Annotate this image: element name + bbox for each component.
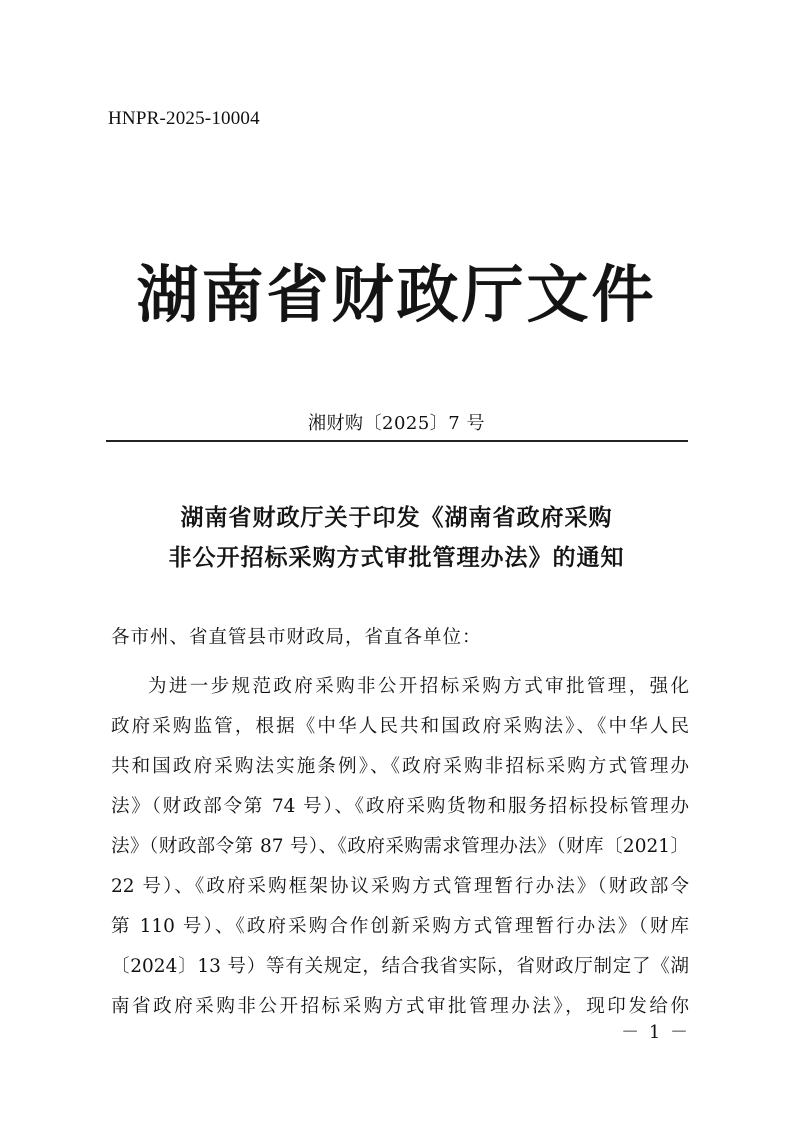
document-number: 湘财购〔2025〕7 号 [308,413,485,434]
body-line: 法》（财政部令第 87 号）、《政府采购需求管理办法》（财库〔2021〕 [111,836,689,857]
document-header-title: 湖南省财政厅文件 [136,258,657,331]
page-number: － 1 － [621,1022,690,1043]
body-line: 22 号）、《政府采购框架协议采购方式管理暂行办法》（财政部令 [111,876,689,897]
body-line: 第 110 号）、《政府采购合作创新采购方式管理暂行办法》（财库 [111,916,689,937]
body-line: 为进一步规范政府采购非公开招标采购方式审批管理，强化 [148,676,689,697]
body-text [111,667,689,1027]
notice-title-line-2: 非公开招标采购方式审批管理办法》的通知 [168,545,625,571]
body-line: 〔2024〕13 号）等有关规定，结合我省实际，省财政厅制定了《湖 [111,956,689,977]
body-line: 政府采购监管，根据《中华人民共和国政府采购法》、《中华人民 [111,716,689,737]
notice-title [0,498,793,578]
body-line: 法》（财政部令第 74 号）、《政府采购货物和服务招标投标管理办 [111,796,689,817]
body-line: 共和国政府采购法实施条例》、《政府采购非招标采购方式管理办 [111,756,689,777]
body-line: 南省政府采购非公开招标采购方式审批管理办法》，现印发给你 [111,996,689,1017]
salutation: 各市州、省直管县市财政局，省直各单位： [111,627,482,648]
document-code: HNPR-2025-10004 [108,108,260,129]
header-divider [106,440,688,442]
notice-title-line-1: 湖南省财政厅关于印发《湖南省政府采购 [180,505,613,531]
